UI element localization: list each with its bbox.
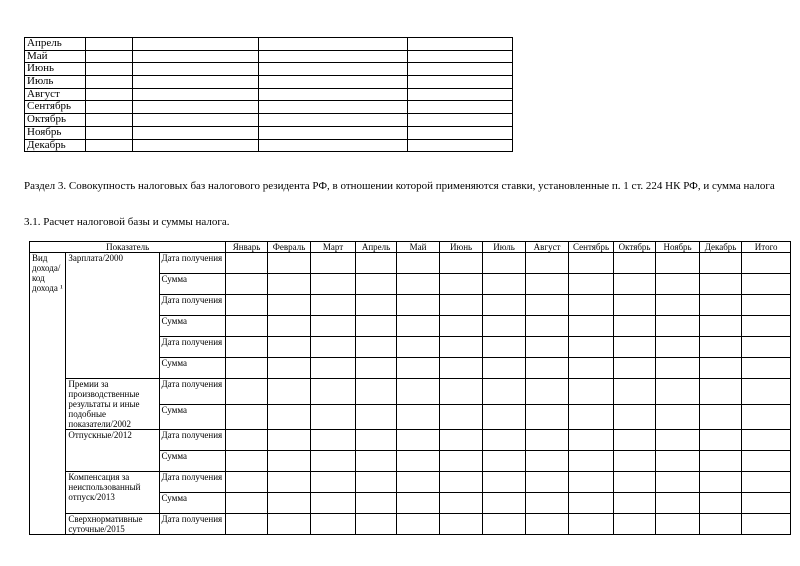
table-cell xyxy=(267,337,311,358)
table-cell xyxy=(483,295,526,316)
sum-label: Сумма xyxy=(159,451,226,472)
sum-label: Сумма xyxy=(159,316,226,337)
table-cell xyxy=(613,295,656,316)
months-table-row xyxy=(25,139,513,152)
table-cell xyxy=(267,514,311,535)
table-cell xyxy=(525,493,569,514)
month-label: Август xyxy=(25,88,86,101)
table-cell xyxy=(483,379,526,405)
table-cell xyxy=(613,451,656,472)
table-row xyxy=(30,472,791,493)
table-cell xyxy=(613,253,656,274)
table-cell xyxy=(133,76,259,89)
table-cell xyxy=(483,337,526,358)
table-cell xyxy=(133,126,259,139)
table-cell xyxy=(397,358,440,379)
table-cell xyxy=(397,253,440,274)
table-cell xyxy=(742,253,791,274)
table-cell xyxy=(311,337,356,358)
table-cell xyxy=(699,472,742,493)
table-cell xyxy=(569,316,614,337)
table-cell xyxy=(742,430,791,451)
table-cell xyxy=(86,50,133,63)
month-label: Июль xyxy=(25,76,86,89)
date-received-label: Дата получения xyxy=(159,472,226,493)
table-cell xyxy=(483,274,526,295)
table-cell xyxy=(355,514,396,535)
date-received-label: Дата получения xyxy=(159,379,226,405)
table-cell xyxy=(439,337,483,358)
table-cell xyxy=(483,472,526,493)
table-cell xyxy=(656,358,700,379)
table-cell xyxy=(408,126,513,139)
table-cell xyxy=(226,493,267,514)
table-cell xyxy=(742,404,791,430)
months-table-row xyxy=(25,88,513,101)
table-cell xyxy=(267,451,311,472)
month-header: Ноябрь xyxy=(656,242,700,253)
table-cell xyxy=(699,430,742,451)
table-cell xyxy=(226,358,267,379)
month-header: Май xyxy=(397,242,440,253)
table-cell xyxy=(311,253,356,274)
table-cell xyxy=(355,337,396,358)
table-cell xyxy=(267,472,311,493)
month-header: Сентябрь xyxy=(569,242,614,253)
table-cell xyxy=(569,358,614,379)
tax-calculation-table xyxy=(29,241,791,535)
table-cell xyxy=(259,50,408,63)
table-cell xyxy=(439,472,483,493)
table-cell xyxy=(525,274,569,295)
month-header: Декабрь xyxy=(699,242,742,253)
months-table-row xyxy=(25,114,513,127)
table-cell xyxy=(408,139,513,152)
month-header: Август xyxy=(525,242,569,253)
table-cell xyxy=(699,514,742,535)
table-cell xyxy=(613,472,656,493)
table-cell xyxy=(397,472,440,493)
table-cell xyxy=(397,295,440,316)
table-cell xyxy=(267,430,311,451)
indicator-header: Показатель xyxy=(30,242,226,253)
table-cell xyxy=(86,88,133,101)
table-cell xyxy=(613,379,656,405)
date-received-label: Дата получения xyxy=(159,295,226,316)
table-cell xyxy=(656,274,700,295)
table-cell xyxy=(742,316,791,337)
table-cell xyxy=(267,274,311,295)
table-cell xyxy=(86,101,133,114)
table-cell xyxy=(656,379,700,405)
table-cell xyxy=(397,379,440,405)
table-cell xyxy=(397,493,440,514)
table-cell xyxy=(699,337,742,358)
table-cell xyxy=(656,316,700,337)
table-cell xyxy=(569,430,614,451)
table-cell xyxy=(699,493,742,514)
table-cell xyxy=(525,337,569,358)
table-cell xyxy=(569,337,614,358)
table-cell xyxy=(525,430,569,451)
table-cell xyxy=(226,316,267,337)
table-row xyxy=(30,379,791,405)
table-cell xyxy=(742,295,791,316)
table-cell xyxy=(355,472,396,493)
table-cell xyxy=(439,404,483,430)
table-cell xyxy=(439,514,483,535)
table-cell xyxy=(86,126,133,139)
table-cell xyxy=(742,472,791,493)
table-cell xyxy=(86,114,133,127)
table-cell xyxy=(133,38,259,51)
table-cell xyxy=(613,358,656,379)
month-header: Июль xyxy=(483,242,526,253)
table-cell xyxy=(311,472,356,493)
table-cell xyxy=(699,451,742,472)
table-cell xyxy=(656,253,700,274)
table-cell xyxy=(525,358,569,379)
table-cell xyxy=(525,379,569,405)
table-cell xyxy=(742,493,791,514)
table-cell xyxy=(311,274,356,295)
table-cell xyxy=(569,274,614,295)
months-table-row xyxy=(25,101,513,114)
table-cell xyxy=(699,253,742,274)
table-row xyxy=(30,430,791,451)
table-cell xyxy=(86,76,133,89)
table-cell xyxy=(408,76,513,89)
months-table-row xyxy=(25,76,513,89)
table-cell xyxy=(742,274,791,295)
table-cell xyxy=(569,493,614,514)
table-cell xyxy=(699,358,742,379)
table-cell xyxy=(656,404,700,430)
table-cell xyxy=(742,358,791,379)
table-cell xyxy=(311,316,356,337)
month-header: Октябрь xyxy=(613,242,656,253)
table-cell xyxy=(699,274,742,295)
table-cell xyxy=(569,451,614,472)
table-cell xyxy=(569,472,614,493)
table-cell xyxy=(483,404,526,430)
table-cell xyxy=(408,38,513,51)
months-table-row xyxy=(25,50,513,63)
income-type-name: Зарплата/2000 xyxy=(66,253,159,379)
table-cell xyxy=(613,430,656,451)
table-cell xyxy=(259,139,408,152)
table-cell xyxy=(226,514,267,535)
table-cell xyxy=(483,358,526,379)
table-cell xyxy=(355,451,396,472)
table-cell xyxy=(483,430,526,451)
table-cell xyxy=(355,430,396,451)
table-cell xyxy=(408,101,513,114)
months-table-row xyxy=(25,38,513,51)
table-cell xyxy=(613,274,656,295)
table-cell xyxy=(355,295,396,316)
table-cell xyxy=(742,337,791,358)
table-cell xyxy=(267,379,311,405)
income-type-label: Вид дохода/ код дохода ¹ xyxy=(30,253,66,535)
table-cell xyxy=(355,274,396,295)
table-cell xyxy=(226,253,267,274)
table-cell xyxy=(355,316,396,337)
table-cell xyxy=(483,451,526,472)
table-cell xyxy=(569,379,614,405)
table-cell xyxy=(267,493,311,514)
sum-label: Сумма xyxy=(159,274,226,295)
table-cell xyxy=(699,379,742,405)
table-cell xyxy=(613,316,656,337)
table-cell xyxy=(613,514,656,535)
table-cell xyxy=(408,63,513,76)
table-cell xyxy=(133,88,259,101)
table-cell xyxy=(569,404,614,430)
table-cell xyxy=(439,493,483,514)
table-cell xyxy=(397,451,440,472)
table-cell xyxy=(355,493,396,514)
table-cell xyxy=(656,337,700,358)
table-cell xyxy=(569,514,614,535)
section-heading: Раздел 3. Совокупность налоговых баз налогового резидента РФ, в отношении которой применяются ставки, установленные п. 1 ст. 224 НК РФ, и сумма налога xyxy=(24,180,775,192)
table-cell xyxy=(525,316,569,337)
subsection-heading: 3.1. Расчет налоговой базы и суммы налога. xyxy=(24,216,230,228)
table-cell xyxy=(656,451,700,472)
table-cell xyxy=(525,404,569,430)
table-cell xyxy=(439,358,483,379)
table-cell xyxy=(397,274,440,295)
table-cell xyxy=(656,430,700,451)
table-cell xyxy=(408,114,513,127)
table-cell xyxy=(133,101,259,114)
table-cell xyxy=(133,139,259,152)
date-received-label: Дата получения xyxy=(159,337,226,358)
table-row xyxy=(30,253,791,274)
table-cell xyxy=(569,295,614,316)
table-cell xyxy=(226,472,267,493)
month-header: Март xyxy=(311,242,356,253)
table-cell xyxy=(397,404,440,430)
table-cell xyxy=(408,50,513,63)
table-cell xyxy=(226,430,267,451)
table-cell xyxy=(699,316,742,337)
table-cell xyxy=(226,337,267,358)
table-cell xyxy=(397,316,440,337)
table-cell xyxy=(86,63,133,76)
income-type-name: Сверхнормативные суточные/2015 xyxy=(66,514,159,535)
table-cell xyxy=(267,358,311,379)
table-cell xyxy=(133,50,259,63)
month-label: Апрель xyxy=(25,38,86,51)
table-cell xyxy=(355,379,396,405)
table-cell xyxy=(226,295,267,316)
table-cell xyxy=(483,514,526,535)
table-cell xyxy=(311,404,356,430)
month-label: Ноябрь xyxy=(25,126,86,139)
table-cell xyxy=(355,404,396,430)
month-label: Май xyxy=(25,50,86,63)
month-label: Октябрь xyxy=(25,114,86,127)
table-cell xyxy=(226,274,267,295)
table-cell xyxy=(311,514,356,535)
table-cell xyxy=(355,253,396,274)
table-cell xyxy=(483,253,526,274)
table-cell xyxy=(525,514,569,535)
months-table xyxy=(24,37,513,152)
table-cell xyxy=(525,472,569,493)
sum-label: Сумма xyxy=(159,404,226,430)
income-type-name: Отпускные/2012 xyxy=(66,430,159,472)
table-cell xyxy=(311,358,356,379)
table-cell xyxy=(226,379,267,405)
table-cell xyxy=(226,404,267,430)
table-cell xyxy=(259,76,408,89)
sum-label: Сумма xyxy=(159,493,226,514)
total-header: Итого xyxy=(742,242,791,253)
date-received-label: Дата получения xyxy=(159,430,226,451)
months-table-row xyxy=(25,63,513,76)
table-cell xyxy=(656,295,700,316)
month-label: Декабрь xyxy=(25,139,86,152)
date-received-label: Дата получения xyxy=(159,253,226,274)
table-cell xyxy=(439,379,483,405)
table-cell xyxy=(439,274,483,295)
table-cell xyxy=(86,139,133,152)
table-cell xyxy=(267,295,311,316)
table-cell xyxy=(699,404,742,430)
table-cell xyxy=(311,379,356,405)
table-cell xyxy=(259,88,408,101)
table-cell xyxy=(613,493,656,514)
table-cell xyxy=(483,316,526,337)
table-cell xyxy=(267,404,311,430)
table-cell xyxy=(311,430,356,451)
table-cell xyxy=(656,493,700,514)
table-cell xyxy=(133,63,259,76)
table-cell xyxy=(525,253,569,274)
table-cell xyxy=(439,295,483,316)
table-row xyxy=(30,514,791,535)
month-header: Апрель xyxy=(355,242,396,253)
table-cell xyxy=(267,316,311,337)
income-type-name: Компенсация за неиспользованный отпуск/2013 xyxy=(66,472,159,514)
table-cell xyxy=(742,514,791,535)
table-cell xyxy=(311,451,356,472)
calc-table-header-row xyxy=(30,242,791,253)
table-cell xyxy=(742,379,791,405)
month-label: Июнь xyxy=(25,63,86,76)
table-cell xyxy=(525,451,569,472)
table-cell xyxy=(86,38,133,51)
table-cell xyxy=(133,114,259,127)
table-cell xyxy=(742,451,791,472)
table-cell xyxy=(439,316,483,337)
months-table-row xyxy=(25,126,513,139)
table-cell xyxy=(259,38,408,51)
table-cell xyxy=(699,295,742,316)
table-cell xyxy=(483,493,526,514)
month-header: Июнь xyxy=(439,242,483,253)
table-cell xyxy=(613,337,656,358)
date-received-label: Дата получения xyxy=(159,514,226,535)
table-cell xyxy=(613,404,656,430)
table-cell xyxy=(397,337,440,358)
table-cell xyxy=(259,114,408,127)
table-cell xyxy=(355,358,396,379)
month-header: Февраль xyxy=(267,242,311,253)
table-cell xyxy=(408,88,513,101)
income-type-name: Премии за производственные результаты и иные подобные показатели/2002 xyxy=(66,379,159,430)
table-cell xyxy=(439,253,483,274)
table-cell xyxy=(569,253,614,274)
table-cell xyxy=(226,451,267,472)
sum-label: Сумма xyxy=(159,358,226,379)
table-cell xyxy=(311,295,356,316)
table-cell xyxy=(259,126,408,139)
table-cell xyxy=(267,253,311,274)
table-cell xyxy=(439,430,483,451)
table-cell xyxy=(525,295,569,316)
table-cell xyxy=(656,472,700,493)
table-cell xyxy=(259,101,408,114)
month-header: Январь xyxy=(226,242,267,253)
table-cell xyxy=(311,493,356,514)
table-cell xyxy=(259,63,408,76)
table-cell xyxy=(397,514,440,535)
month-label: Сентябрь xyxy=(25,101,86,114)
table-cell xyxy=(439,451,483,472)
table-cell xyxy=(656,514,700,535)
table-cell xyxy=(397,430,440,451)
